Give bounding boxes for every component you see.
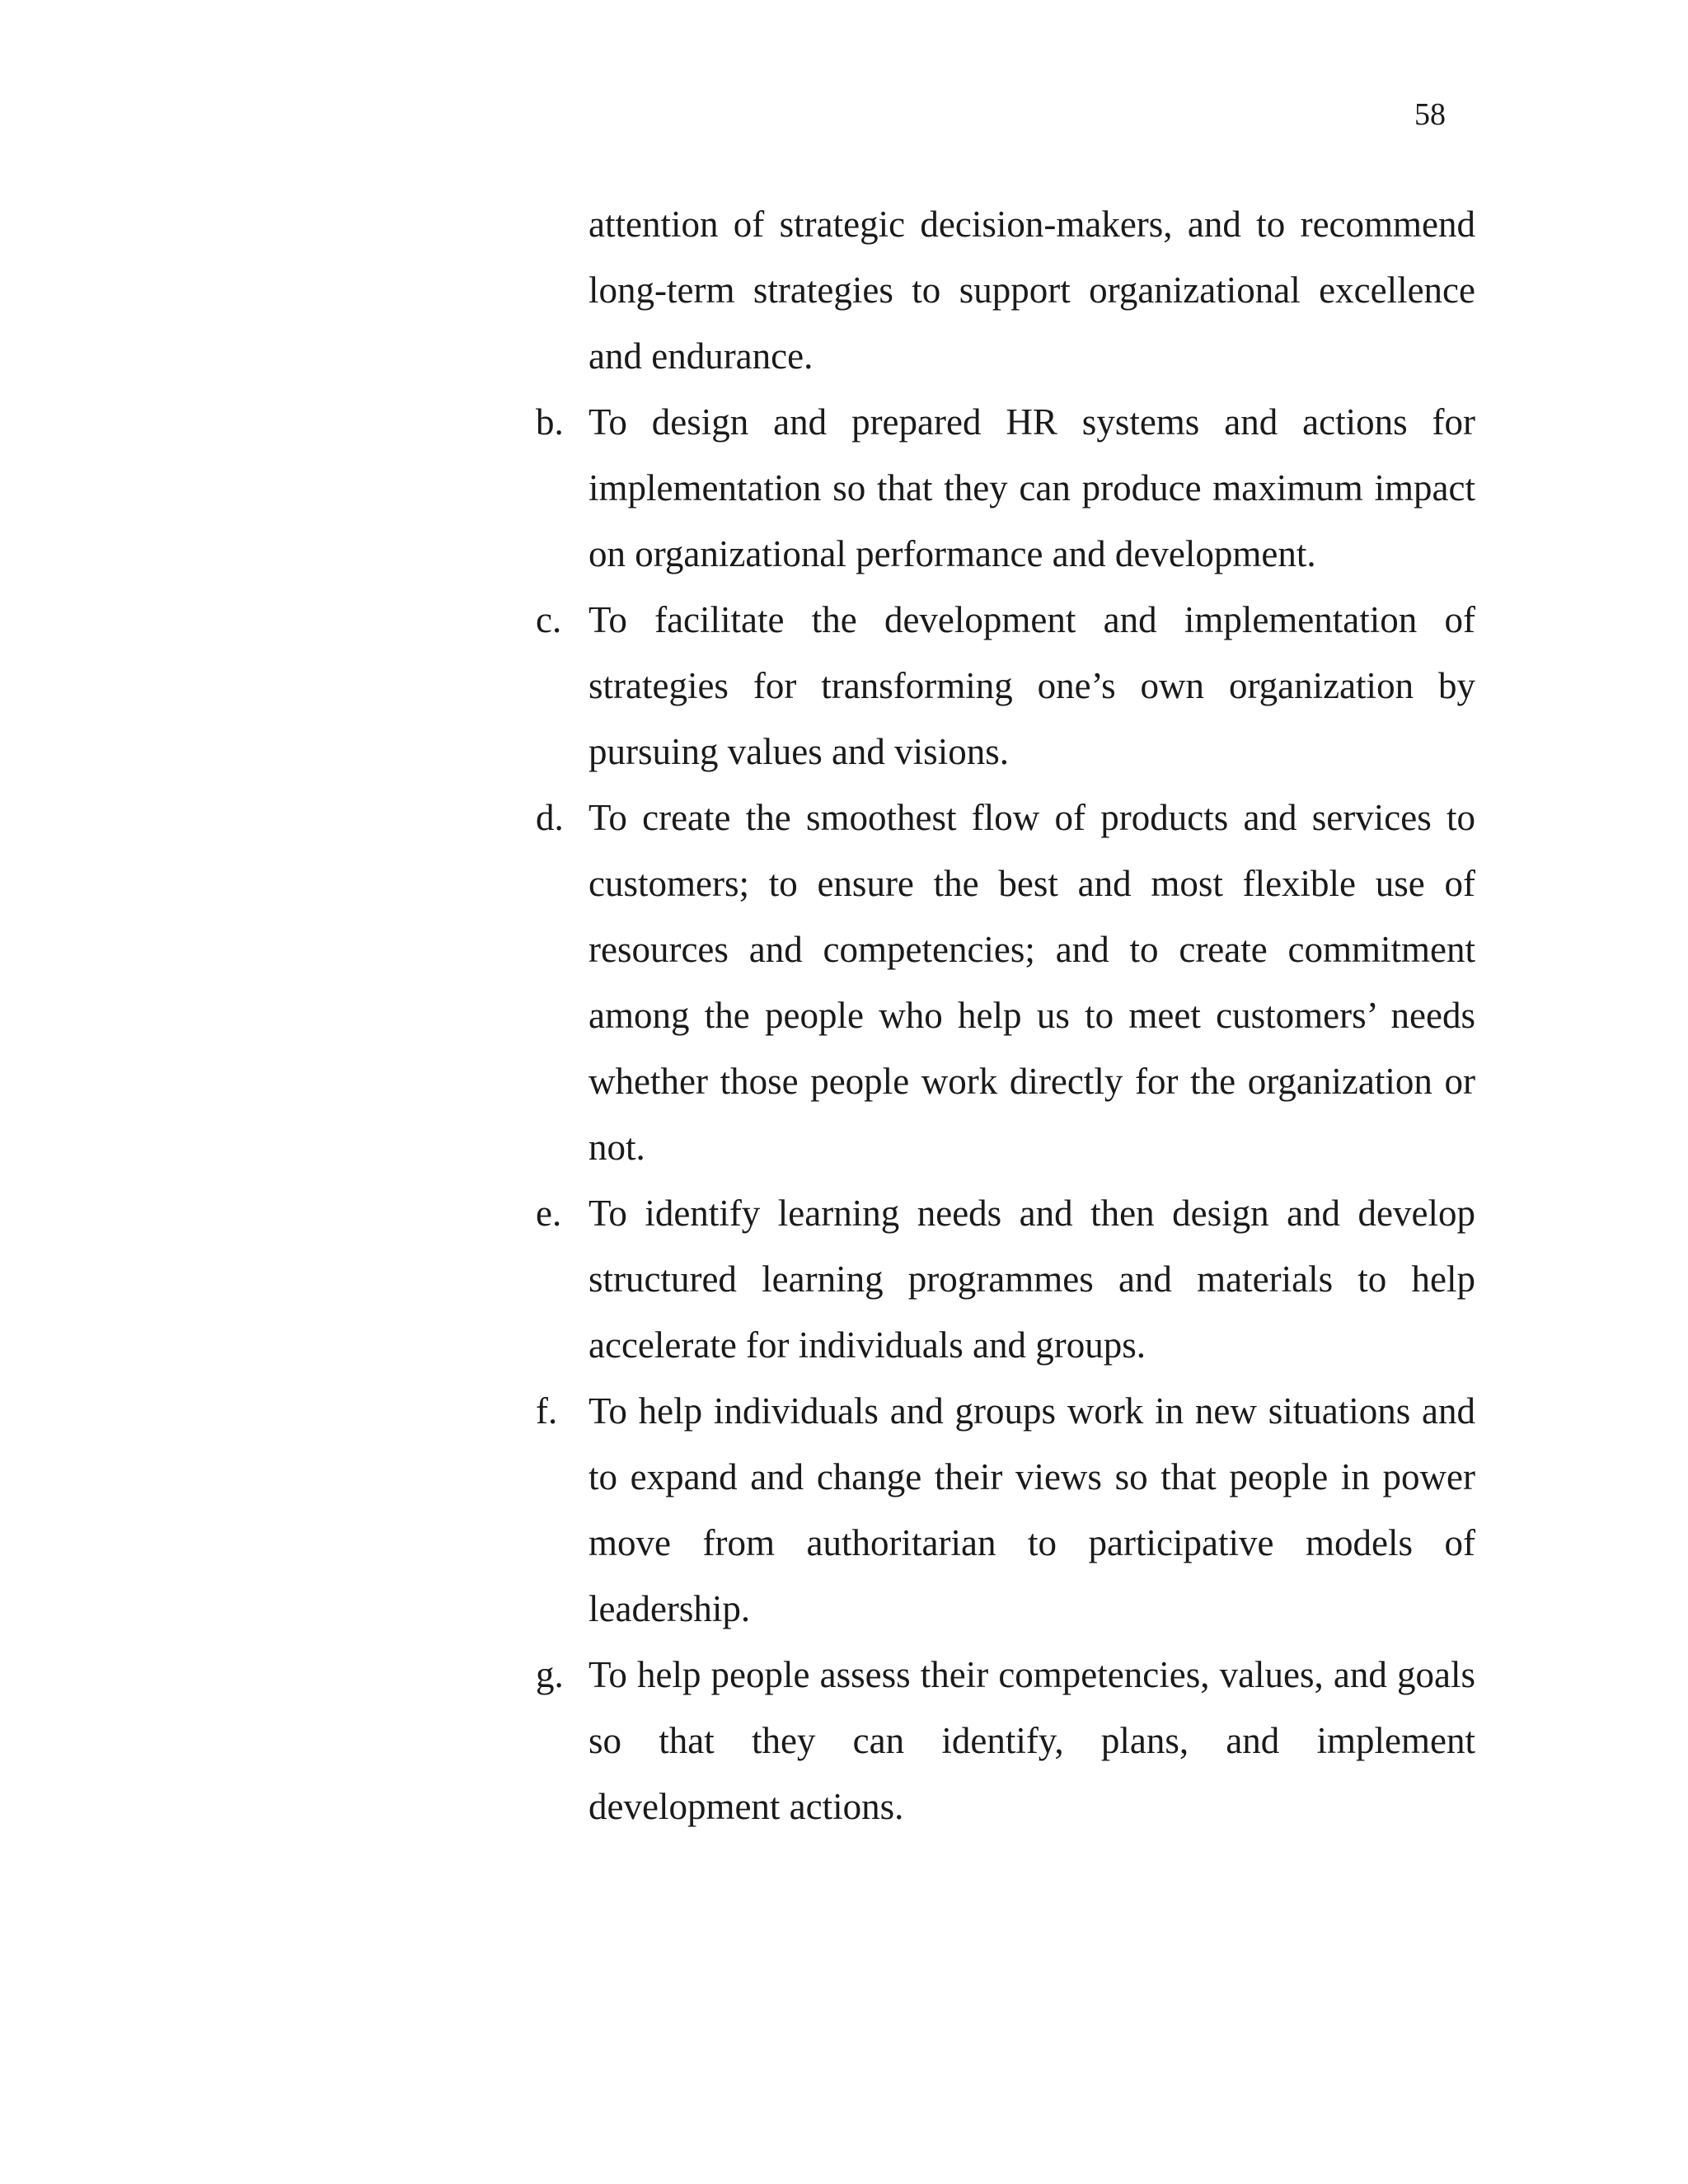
list-marker: f. [536, 1390, 558, 1432]
list-marker: b. [536, 401, 564, 443]
list-marker: c. [536, 599, 562, 640]
document-body [536, 191, 1475, 1840]
list-item-text: To help people assess their competencies, values, and goals so that they can identify, plans, and implement development actions. [588, 1654, 1475, 1827]
page-number: 58 [1414, 97, 1446, 132]
list-marker: e. [536, 1193, 562, 1234]
list-marker: d. [536, 797, 564, 838]
list-item-e [536, 1180, 1475, 1378]
list-item-text: To identify learning needs and then design and develop structured learning programmes and materials to help accelerate for individuals and groups. [588, 1193, 1475, 1366]
continuation-paragraph: attention of strategic decision-makers, and to recommend long-term strategies to support organizational excellence and endurance. [588, 204, 1475, 377]
list-marker: g. [536, 1654, 564, 1695]
list-item-text: To facilitate the development and implementation of strategies for transforming one’s own organization by pursuing values and visions. [588, 599, 1475, 772]
list-item-f [536, 1378, 1475, 1642]
list-item-text: To create the smoothest flow of products and services to customers; to ensure the best and most flexible use of resources and competencies; and to create commitment among the people who help us to meet customers’ needs whether those people work directly for the organization or not. [588, 797, 1475, 1168]
list-item-d [536, 785, 1475, 1180]
list-item-c [536, 587, 1475, 785]
list-item-text: To design and prepared HR systems and actions for implementation so that they can produce maximum impact on organizational performance and development. [588, 401, 1475, 574]
list-item-b [536, 389, 1475, 587]
list-item-text: To help individuals and groups work in new situations and to expand and change their views so that people in power move from authoritarian to participative models of leadership. [588, 1390, 1475, 1629]
list-item-g [536, 1642, 1475, 1840]
